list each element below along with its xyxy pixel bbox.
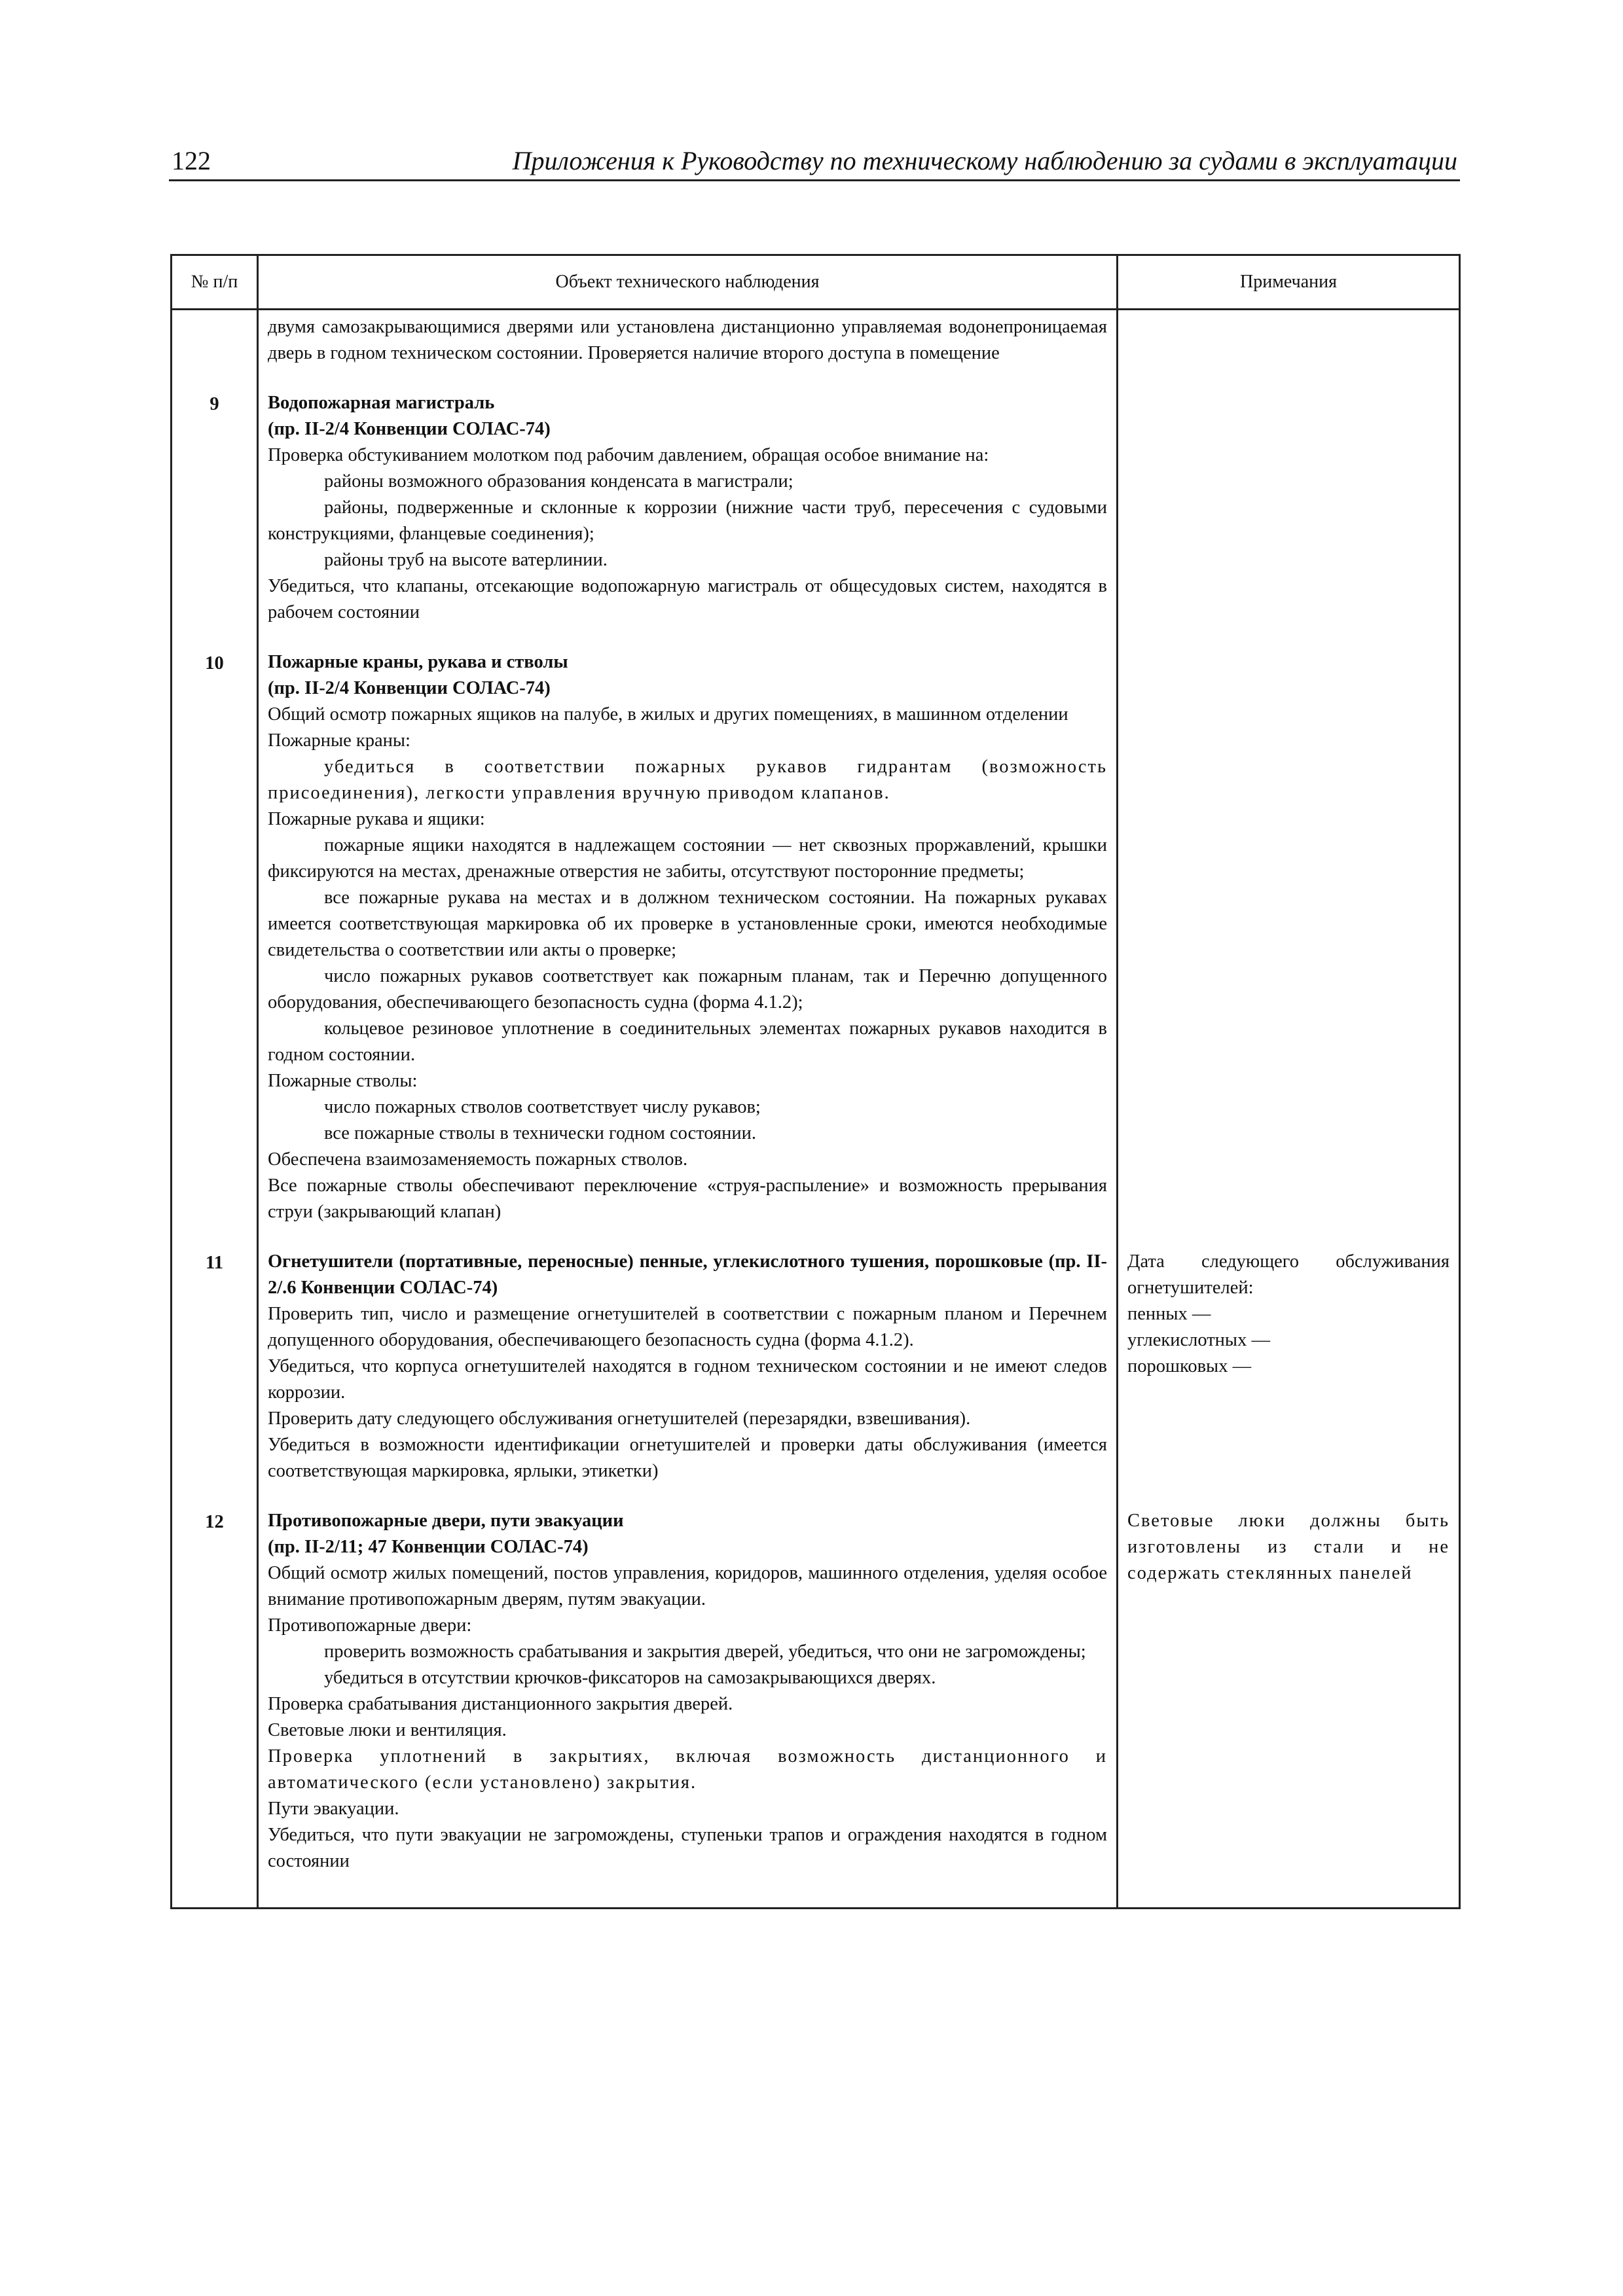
page-number: 122 (172, 146, 211, 175)
item-line: Проверить дату следующего обслуживания огнетушителей (перезарядки, взвешивания). (268, 1408, 971, 1429)
column-header-object: Объект технического наблюдения (258, 255, 1118, 310)
item-title: Огнетушители (портативные, переносные) пенные, углекислотного тушения, порошковые (пр. II-2/.6 Конвенции СОЛАС-74) (268, 1251, 1107, 1298)
item-line: все пожарные рукава на местах и в должном техническом состоянии. На пожарных рукавах имеется соответствующая маркировка об их проверке в установленные сроки, имеются необходимые свидетельства о соответствии или акты о проверке; (268, 888, 1107, 960)
row-number: 11 (172, 1249, 258, 1508)
item-title: Водопожарная магистраль (268, 393, 495, 413)
note-line: Дата следующего обслуживания огнетушителей: (1127, 1251, 1450, 1298)
row-object (258, 1249, 1118, 1508)
table-row (172, 649, 1460, 1249)
item-line: кольцевое резиновое уплотнение в соединительных элементах пожарных рукавов находится в годном состоянии. (268, 1018, 1107, 1065)
item-line: Общий осмотр жилых помещений, постов управления, коридоров, машинного отделения, уделяя особое внимание противопожарным дверям, путям эвакуации. (268, 1563, 1107, 1609)
item-reference: (пр. II-2/11; 47 Конвенции СОЛАС-74) (268, 1537, 589, 1557)
table-header-row (172, 255, 1460, 310)
row-number (172, 310, 258, 391)
item-line: число пожарных рукавов соответствует как пожарным планам, так и Перечню допущенного оборудования, обеспечивающего безопасность судна (форма 4.1.2); (268, 966, 1107, 1013)
item-line: Убедиться, что пути эвакуации не загромождены, ступеньки трапов и ограждения находятся в годном состоянии (268, 1825, 1107, 1871)
row-notes (1118, 1249, 1460, 1508)
note-line: углекислотных — (1127, 1330, 1270, 1350)
item-title: Противопожарные двери, пути эвакуации (268, 1511, 624, 1531)
note-line: порошковых — (1127, 1356, 1252, 1376)
table-row (172, 310, 1460, 391)
row-number: 10 (172, 649, 258, 1249)
item-line: все пожарные стволы в технически годном состоянии. (324, 1123, 757, 1143)
item-line: Противопожарные двери: (268, 1615, 472, 1636)
item-line: Убедиться в возможности идентификации огнетушителей и проверки даты обслуживания (имеется соответствующая маркировка, ярлыки, этикетки) (268, 1435, 1107, 1481)
item-line: Убедиться, что корпуса огнетушителей находятся в годном техническом состоянии и не имеют следов коррозии. (268, 1356, 1107, 1403)
column-header-number: № п/п (172, 255, 258, 310)
item-line: убедиться в соответствии пожарных рукавов гидрантам (возможность присоединения), легкости управления вручную приводом клапанов. (268, 757, 1107, 803)
row-number: 9 (172, 390, 258, 649)
item-line: Убедиться, что клапаны, отсекающие водопожарную магистраль от общесудовых систем, находятся в рабочем состоянии (268, 576, 1107, 622)
item-line: Пожарные стволы: (268, 1071, 418, 1091)
column-header-notes: Примечания (1118, 255, 1460, 310)
item-reference: (пр. II-2/4 Конвенции СОЛАС-74) (268, 419, 551, 439)
row-notes (1118, 310, 1460, 391)
table-row (172, 1249, 1460, 1508)
continuation-text: двумя самозакрывающимися дверями или установлена дистанционно управляемая водонепроницаемая дверь в годном техническом состоянии. Проверяется наличие второго доступа в помещение (268, 317, 1107, 363)
note-line: Световые люки должны быть изготовлены из стали и не содержать стеклянных панелей (1127, 1511, 1450, 1583)
row-object (258, 310, 1118, 391)
row-object (258, 1508, 1118, 1909)
item-line: районы, подверженные и склонные к коррозии (нижние части труб, пересечения с судовыми конструкциями, фланцевые соединения); (268, 497, 1107, 544)
item-line: Все пожарные стволы обеспечивают переключение «струя-распыление» и возможность прерывания струи (закрывающий клапан) (268, 1175, 1107, 1222)
item-line: Общий осмотр пожарных ящиков на палубе, в жилых и других помещениях, в машинном отделении (268, 704, 1068, 725)
item-line: пожарные ящики находятся в надлежащем состоянии — нет сквозных проржавлений, крышки фиксируются на местах, дренажные отверстия не забиты, отсутствуют посторонние предметы; (268, 835, 1107, 882)
inspection-table (170, 254, 1461, 1909)
item-line: Проверка срабатывания дистанционного закрытия дверей. (268, 1694, 733, 1714)
row-object (258, 649, 1118, 1249)
item-line: убедиться в отсутствии крючков-фиксаторов на самозакрывающихся дверях. (324, 1668, 936, 1688)
note-line: пенных — (1127, 1304, 1211, 1324)
item-line: Проверка уплотнений в закрытиях, включая возможность дистанционного и автоматического (если установлено) закрытия. (268, 1746, 1107, 1793)
item-line: Проверить тип, число и размещение огнетушителей в соответствии с пожарным планом и Перечнем допущенного оборудования, обеспечивающего безопасность судна (форма 4.1.2). (268, 1304, 1107, 1350)
item-line: Пути эвакуации. (268, 1799, 399, 1819)
page-header (169, 145, 1460, 181)
table-row (172, 390, 1460, 649)
item-line: Проверка обстукиванием молотком под рабочим давлением, обращая особое внимание на: (268, 445, 989, 465)
row-notes (1118, 1508, 1460, 1909)
item-line: число пожарных стволов соответствует числу рукавов; (324, 1097, 761, 1117)
item-title: Пожарные краны, рукава и стволы (268, 652, 568, 672)
table-row (172, 1508, 1460, 1909)
item-line: Обеспечена взаимозаменяемость пожарных стволов. (268, 1149, 688, 1170)
item-line: районы труб на высоте ватерлинии. (324, 550, 608, 570)
item-line: проверить возможность срабатывания и закрытия дверей, убедиться, что они не загромождены; (324, 1641, 1086, 1662)
row-number: 12 (172, 1508, 258, 1909)
item-line: районы возможного образования конденсата в магистрали; (324, 471, 793, 492)
running-title: Приложения к Руководству по техническому наблюдению за судами в эксплуатации (512, 146, 1457, 175)
item-reference: (пр. II-2/4 Конвенции СОЛАС-74) (268, 678, 551, 698)
item-line: Пожарные рукава и ящики: (268, 809, 485, 829)
item-line: Световые люки и вентиляция. (268, 1720, 507, 1740)
row-object (258, 390, 1118, 649)
row-notes (1118, 390, 1460, 649)
row-notes (1118, 649, 1460, 1249)
item-line: Пожарные краны: (268, 730, 410, 751)
